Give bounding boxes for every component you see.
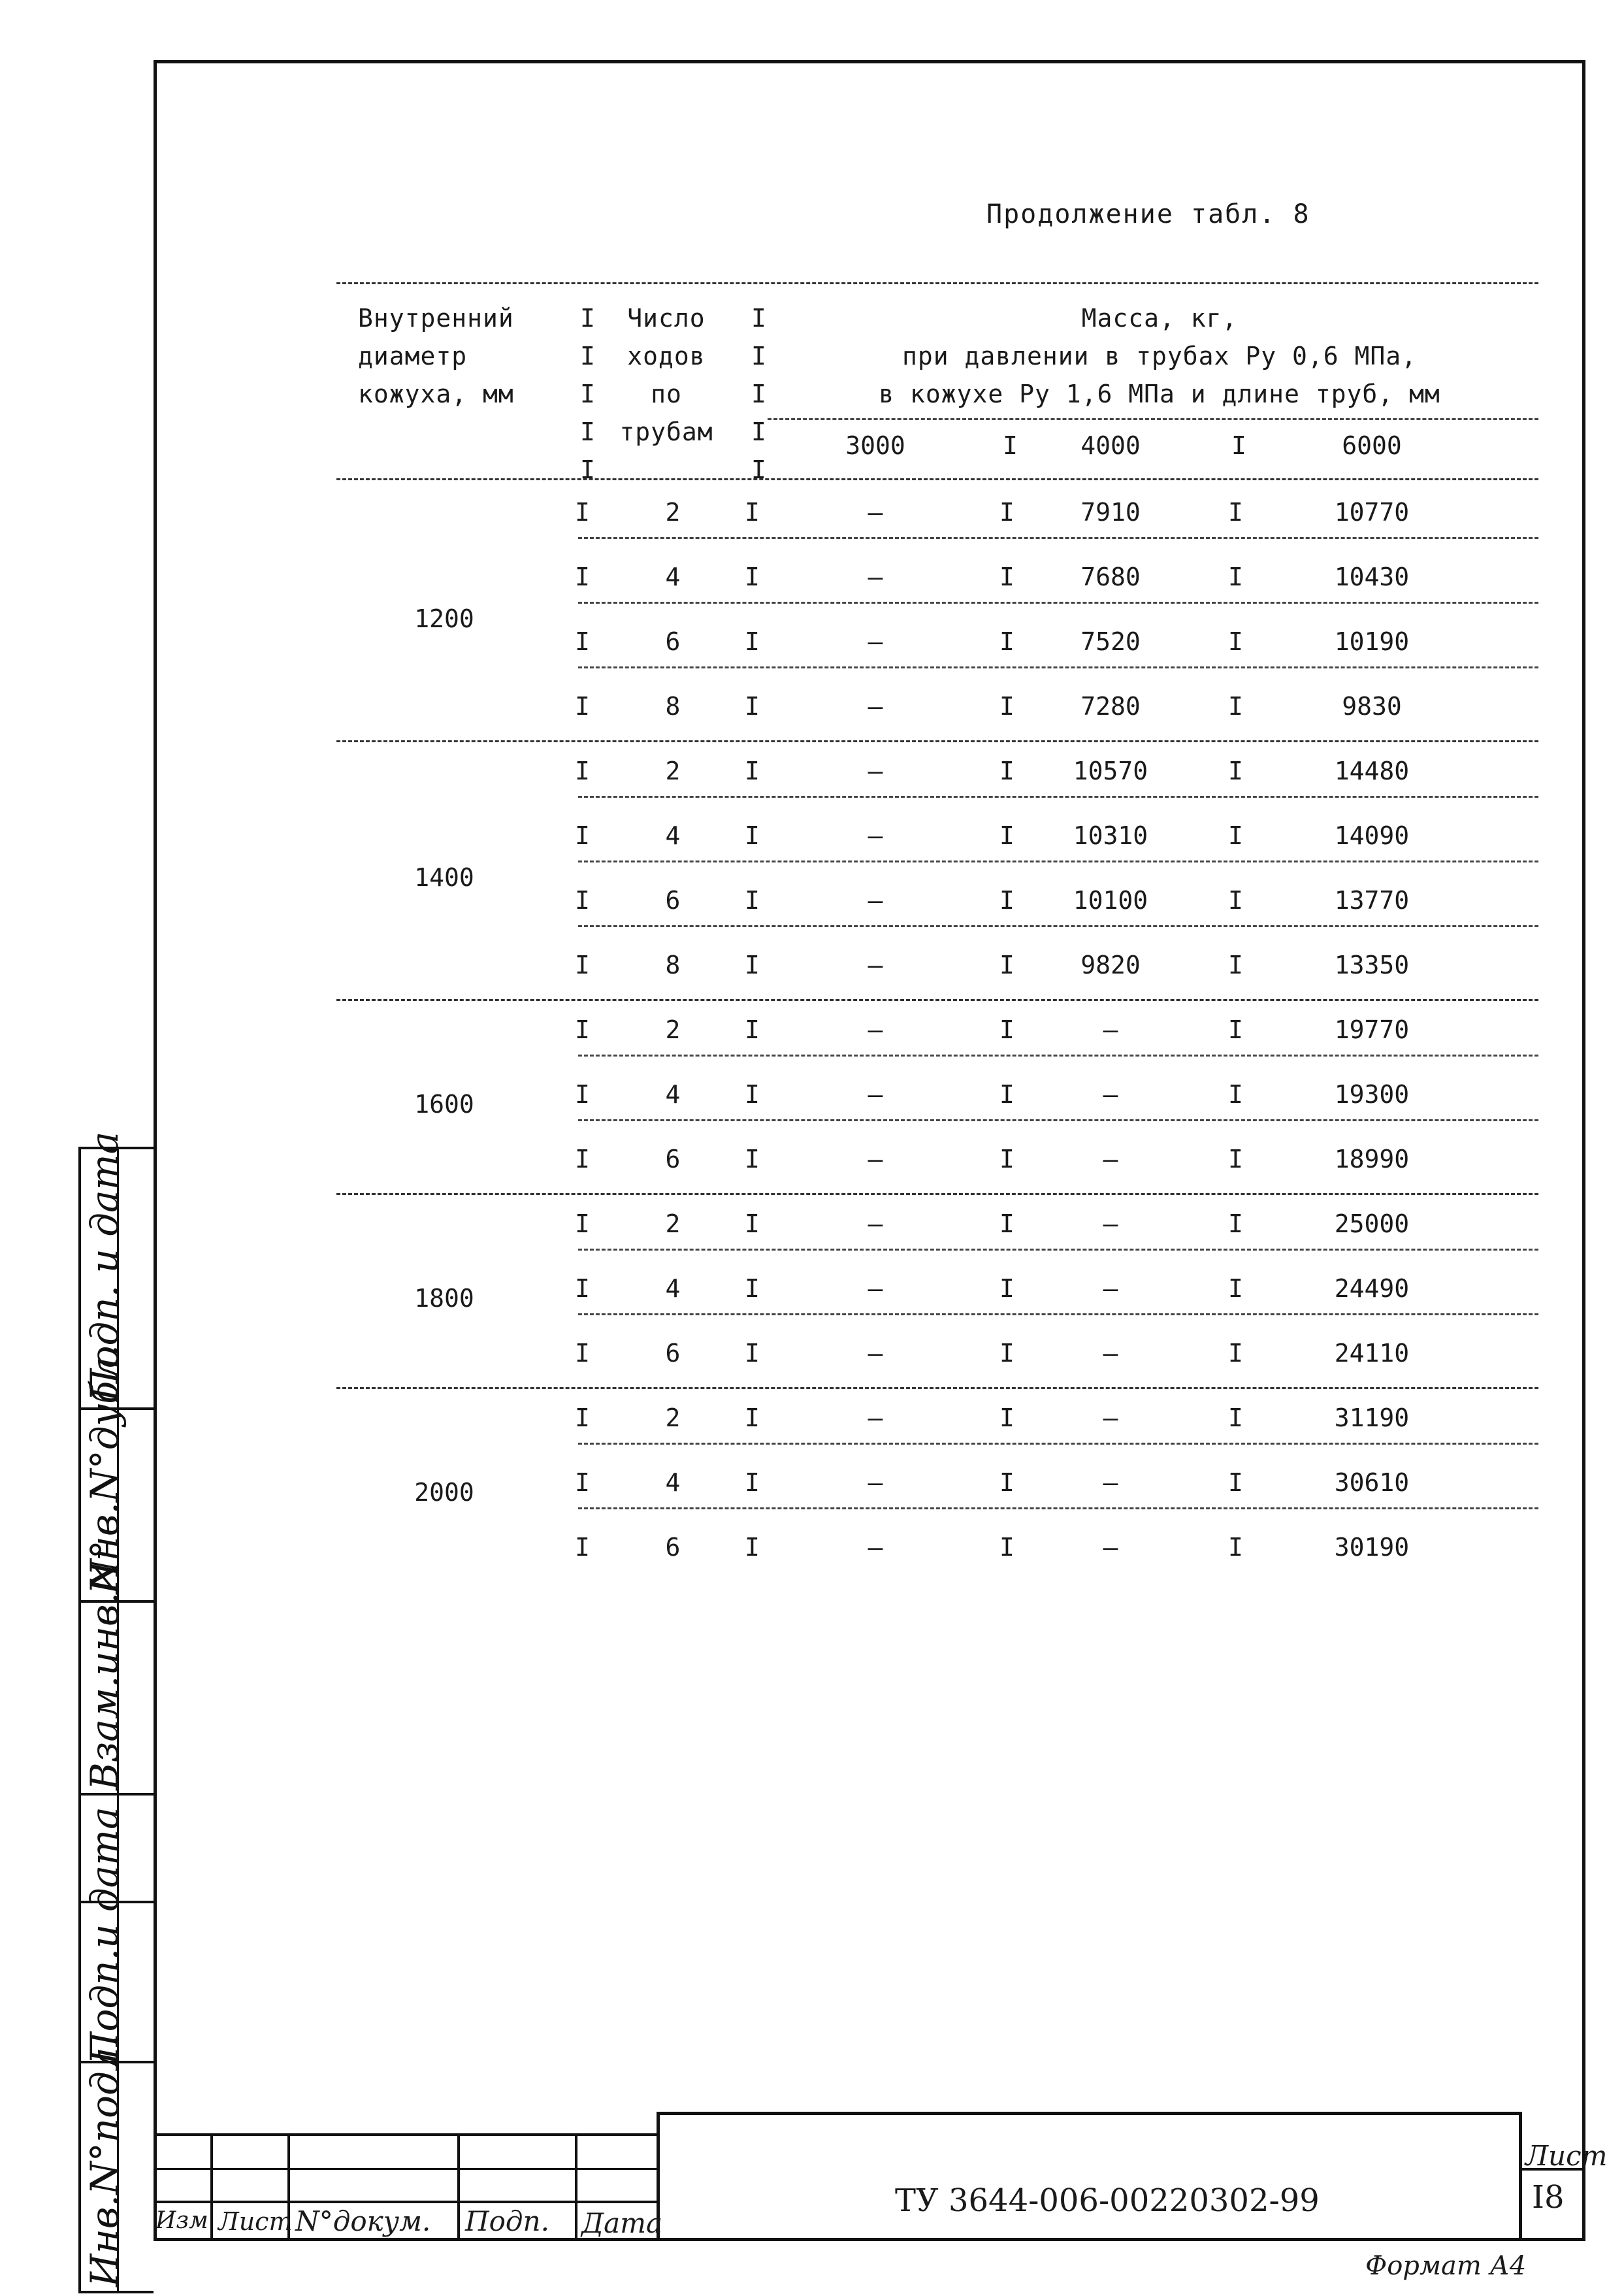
column-separator: I	[745, 498, 760, 527]
column-separator: I	[575, 563, 590, 591]
cell-m4000: –	[1103, 1403, 1118, 1432]
cell-m6000: 19770	[1334, 1015, 1410, 1044]
column-separator: I	[1228, 821, 1243, 850]
column-separator: I	[575, 692, 590, 721]
cell-passes: 4	[665, 1274, 681, 1303]
cell-m3000: –	[868, 1080, 883, 1109]
row-separator	[578, 925, 1538, 927]
cell-m3000: –	[868, 1468, 883, 1497]
column-separator: I	[575, 757, 590, 785]
cell-m6000: 13770	[1334, 886, 1410, 915]
stamp-podp-data: Подп.и дата	[82, 1807, 127, 2065]
column-separator: I	[575, 1015, 590, 1044]
header-mass-line: в кожухе Ру 1,6 МПа и длине труб, мм	[879, 380, 1440, 408]
cell-m3000: –	[868, 498, 883, 527]
shell-diameter: 1800	[414, 1283, 474, 1313]
cell-m4000: –	[1103, 1533, 1118, 1562]
shell-diameter: 1400	[414, 863, 474, 892]
cell-m6000: 31190	[1334, 1403, 1410, 1432]
header-mass-title	[784, 299, 1535, 413]
cell-m6000: 14090	[1334, 821, 1410, 850]
cell-m4000: 7680	[1080, 563, 1141, 591]
column-separator: I	[999, 692, 1015, 721]
header-passes-line: Число	[627, 304, 706, 333]
stamp-podp-data-2: Подп. и дата	[82, 1131, 127, 1402]
column-separator: I	[1228, 1533, 1243, 1562]
column-separator: I	[745, 1274, 760, 1303]
cell-passes: 2	[665, 757, 681, 785]
column-separator: I	[999, 1274, 1015, 1303]
cell-m3000: –	[868, 1015, 883, 1044]
column-separator: I	[999, 1015, 1015, 1044]
cell-m4000: 10310	[1073, 821, 1148, 850]
cell-m4000: 7520	[1080, 627, 1141, 656]
header-bottom-rule	[336, 478, 1538, 480]
cell-m4000: –	[1103, 1015, 1118, 1044]
cell-passes: 6	[665, 1145, 681, 1173]
column-separator: I	[999, 563, 1015, 591]
column-separator: I	[1228, 1403, 1243, 1432]
column-separator: I	[999, 1339, 1015, 1368]
cell-m4000: –	[1103, 1080, 1118, 1109]
tb-rule	[657, 2112, 1519, 2115]
cell-m6000: 10770	[1334, 498, 1410, 527]
cell-passes: 6	[665, 1339, 681, 1368]
cell-m3000: –	[868, 563, 883, 591]
tb-rule	[154, 2201, 657, 2203]
row-separator	[578, 861, 1538, 862]
cell-m6000: 10430	[1334, 563, 1410, 591]
cell-passes: 2	[665, 1209, 681, 1238]
column-separator: I	[1228, 951, 1243, 979]
cell-m3000: –	[868, 757, 883, 785]
column-separator: I	[745, 1015, 760, 1044]
cell-m4000: 10570	[1073, 757, 1148, 785]
column-separator: I	[575, 1468, 590, 1497]
tb-label-podp: Подп.	[465, 2205, 549, 2237]
cell-m3000: –	[868, 821, 883, 850]
column-separator: I	[1228, 1209, 1243, 1238]
row-separator	[578, 1507, 1538, 1509]
column-separator: I	[1228, 563, 1243, 591]
column-separator: I	[575, 1274, 590, 1303]
row-separator	[578, 1249, 1538, 1251]
tb-label-list: Лист	[218, 2207, 293, 2236]
row-separator	[578, 602, 1538, 604]
header-length-6000: 6000	[1342, 431, 1402, 460]
header-col-passes	[614, 299, 719, 451]
column-separator: I	[1228, 1468, 1243, 1497]
column-separator: I	[575, 1080, 590, 1109]
cell-passes: 6	[665, 886, 681, 915]
cell-passes: 4	[665, 563, 681, 591]
row-separator	[578, 1313, 1538, 1315]
format-label: Формат А4	[1365, 2251, 1527, 2281]
tb-divider	[1519, 2112, 1522, 2241]
header-length-3000: 3000	[845, 431, 905, 460]
column-separator: I	[999, 1145, 1015, 1173]
header-length-4000: 4000	[1080, 431, 1141, 460]
tb-rule	[154, 2133, 657, 2136]
tb-divider	[210, 2133, 213, 2241]
column-separator: I	[745, 757, 760, 785]
cell-m6000: 30610	[1334, 1468, 1410, 1497]
column-separator: I	[999, 1468, 1015, 1497]
column-separator: I	[999, 951, 1015, 979]
group-separator	[336, 1387, 1538, 1389]
stamp-inv-dubl: Инв.N°дубл.	[82, 1345, 127, 1594]
header-sep-2: I I I I I	[751, 304, 767, 484]
column-separator: I	[745, 627, 760, 656]
column-separator: I	[999, 886, 1015, 915]
tb-label-doc: N°докум.	[295, 2205, 431, 2237]
header-diameter-line: диаметр	[358, 342, 468, 370]
column-separator: I	[575, 886, 590, 915]
cell-passes: 4	[665, 1468, 681, 1497]
cell-m6000: 9830	[1342, 692, 1402, 721]
column-separator: I	[1228, 886, 1243, 915]
header-diameter-line: кожуха, мм	[358, 380, 514, 408]
column-separator: I	[745, 563, 760, 591]
cell-passes: 6	[665, 1533, 681, 1562]
table-caption: Продолжение табл. 8	[986, 199, 1310, 229]
column-separator: I	[575, 1145, 590, 1173]
header-passes-line: ходов	[627, 342, 706, 370]
tb-divider	[575, 2133, 577, 2241]
row-separator	[578, 537, 1538, 539]
header-diameter-line: Внутренний	[358, 304, 514, 333]
cell-m3000: –	[868, 1209, 883, 1238]
cell-passes: 4	[665, 821, 681, 850]
column-separator: I	[575, 498, 590, 527]
column-separator: I	[575, 1533, 590, 1562]
header-col-diameter	[358, 299, 514, 413]
row-separator	[578, 1055, 1538, 1057]
cell-m3000: –	[868, 692, 883, 721]
column-separator: I	[999, 498, 1015, 527]
cell-m3000: –	[868, 1145, 883, 1173]
group-separator	[336, 740, 1538, 742]
sheet-number: I8	[1532, 2179, 1565, 2216]
cell-m6000: 19300	[1334, 1080, 1410, 1109]
column-separator: I	[745, 1403, 760, 1432]
header-sep-4: I	[1231, 431, 1246, 460]
cell-m6000: 14480	[1334, 757, 1410, 785]
column-separator: I	[1228, 1080, 1243, 1109]
header-mass-line: при давлении в трубах Ру 0,6 МПа,	[902, 342, 1417, 370]
column-separator: I	[999, 1080, 1015, 1109]
cell-m3000: –	[868, 1533, 883, 1562]
column-separator: I	[1228, 1145, 1243, 1173]
document-code: ТУ 3644-006-00220302-99	[895, 2182, 1320, 2219]
column-separator: I	[999, 757, 1015, 785]
column-separator: I	[1228, 627, 1243, 656]
cell-m4000: 7280	[1080, 692, 1141, 721]
cell-m3000: –	[868, 627, 883, 656]
cell-m3000: –	[868, 951, 883, 979]
tb-label-izm: Изм	[155, 2207, 208, 2234]
cell-m4000: –	[1103, 1339, 1118, 1368]
header-sub-rule	[768, 418, 1538, 420]
column-separator: I	[745, 1339, 760, 1368]
cell-m3000: –	[868, 1403, 883, 1432]
column-separator: I	[999, 1209, 1015, 1238]
row-separator	[578, 1119, 1538, 1121]
shell-diameter: 2000	[414, 1477, 474, 1507]
header-mass-line: Масса, кг,	[1081, 304, 1238, 333]
column-separator: I	[999, 821, 1015, 850]
column-separator: I	[575, 1403, 590, 1432]
column-separator: I	[999, 627, 1015, 656]
cell-m6000: 24490	[1334, 1274, 1410, 1303]
column-separator: I	[745, 951, 760, 979]
cell-m4000: –	[1103, 1468, 1118, 1497]
column-separator: I	[745, 1145, 760, 1173]
cell-passes: 2	[665, 1403, 681, 1432]
header-sep-1: I I I I I	[580, 304, 596, 484]
stamp-separator	[81, 1793, 156, 1796]
cell-m3000: –	[868, 886, 883, 915]
column-separator: I	[999, 1403, 1015, 1432]
cell-passes: 8	[665, 692, 681, 721]
cell-m3000: –	[868, 1339, 883, 1368]
tb-label-data: Дата	[581, 2207, 663, 2239]
header-sep-3: I	[1003, 431, 1018, 460]
row-separator	[578, 1443, 1538, 1445]
cell-m6000: 25000	[1334, 1209, 1410, 1238]
cell-m4000: 9820	[1080, 951, 1141, 979]
shell-diameter: 1200	[414, 604, 474, 633]
column-separator: I	[575, 821, 590, 850]
cell-passes: 2	[665, 498, 681, 527]
column-separator: I	[575, 1339, 590, 1368]
stamp-vzam-inv: Взам.инв.N°	[82, 1540, 127, 1790]
cell-m6000: 18990	[1334, 1145, 1410, 1173]
header-passes-line: трубам	[619, 418, 713, 446]
cell-m6000: 10190	[1334, 627, 1410, 656]
column-separator: I	[1228, 757, 1243, 785]
column-separator: I	[745, 1209, 760, 1238]
column-separator: I	[999, 1533, 1015, 1562]
column-separator: I	[745, 1080, 760, 1109]
row-separator	[578, 666, 1538, 668]
cell-m4000: 10100	[1073, 886, 1148, 915]
column-separator: I	[1228, 1339, 1243, 1368]
column-separator: I	[745, 692, 760, 721]
cell-passes: 4	[665, 1080, 681, 1109]
cell-m4000: 7910	[1080, 498, 1141, 527]
column-separator: I	[1228, 692, 1243, 721]
column-separator: I	[1228, 498, 1243, 527]
row-separator	[578, 796, 1538, 798]
column-separator: I	[575, 951, 590, 979]
cell-passes: 6	[665, 627, 681, 656]
group-separator	[336, 999, 1538, 1001]
tb-divider	[457, 2133, 460, 2241]
column-separator: I	[745, 886, 760, 915]
cell-m4000: –	[1103, 1209, 1118, 1238]
column-separator: I	[575, 627, 590, 656]
shell-diameter: 1600	[414, 1089, 474, 1119]
cell-m6000: 13350	[1334, 951, 1410, 979]
column-separator: I	[575, 1209, 590, 1238]
sheet-label: Лист	[1525, 2140, 1608, 2172]
column-separator: I	[1228, 1015, 1243, 1044]
cell-passes: 2	[665, 1015, 681, 1044]
cell-m4000: –	[1103, 1274, 1118, 1303]
cell-passes: 8	[665, 951, 681, 979]
column-separator: I	[745, 1533, 760, 1562]
cell-m3000: –	[868, 1274, 883, 1303]
column-separator: I	[1228, 1274, 1243, 1303]
column-separator: I	[745, 1468, 760, 1497]
table-top-rule	[336, 282, 1538, 284]
column-separator: I	[745, 821, 760, 850]
cell-m4000: –	[1103, 1145, 1118, 1173]
group-separator	[336, 1193, 1538, 1195]
tb-rule	[154, 2168, 657, 2170]
cell-m6000: 24110	[1334, 1339, 1410, 1368]
stamp-inv-podl: Инв.N°подл.	[82, 2035, 127, 2287]
cell-m6000: 30190	[1334, 1533, 1410, 1562]
header-passes-line: по	[651, 380, 682, 408]
